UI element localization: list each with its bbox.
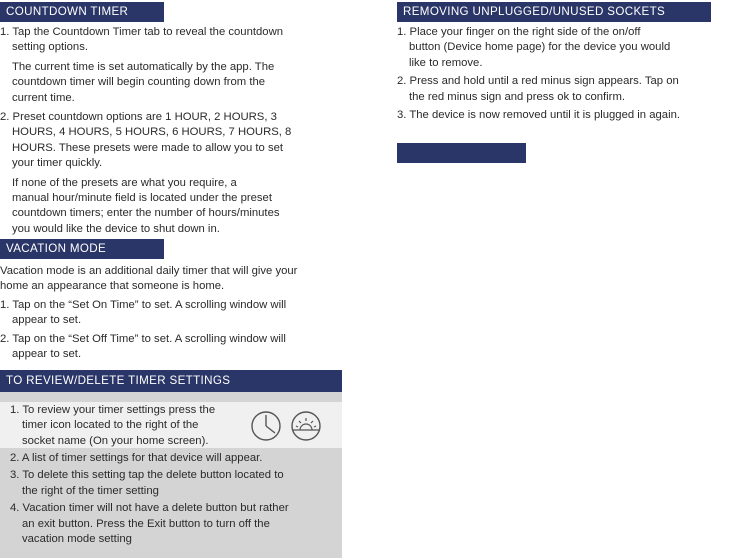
countdown-step-2-cont: your timer quickly. [12, 157, 103, 170]
vacation-mode-section [0, 264, 297, 362]
vacation-step-1: 1. Tap on the “Set On Time” to set. A scrolling window will [0, 298, 287, 311]
removing-step-1: 1. Place your finger on the right side of the on/off [397, 26, 641, 38]
vacation-intro-cont: home an appearance that someone is home. [0, 280, 225, 293]
countdown-note-1: The current time is set automatically by the app. The [12, 60, 275, 73]
countdown-note-2-cont: you would like the device to shut down in. [12, 222, 220, 235]
review-step-1 [10, 403, 215, 449]
countdown-step-2: 2. Preset countdown options are 1 HOUR, 2 HOURS, 3 [0, 111, 277, 124]
review-step-1-cont: timer icon located to the right of the [22, 419, 199, 432]
review-step-2: 2. A list of timer settings for that device will appear. [10, 452, 263, 464]
removing-step-3: 3. The device is now removed until it is plugged in again. [397, 109, 681, 122]
vacation-step-2: 2. Tap on the “Set Off Time” to set. A scrolling window will [0, 332, 286, 345]
review-step-1-text: 1. To review your timer settings press the [10, 404, 216, 416]
countdown-note-2-cont: countdown timers; enter the number of hours/minutes [12, 207, 280, 220]
countdown-note-2: If none of the presets are what you require, a [12, 176, 237, 189]
blank-heading-bar [397, 143, 526, 163]
clock-icon [250, 410, 282, 442]
review-steps-list [10, 451, 289, 547]
countdown-step-2-cont: HOURS. These presets were made to allow you to set [12, 141, 284, 154]
countdown-step-2-cont: HOURS, 4 HOURS, 5 HOURS, 6 HOURS, 7 HOURS, 8 [12, 126, 292, 139]
review-step-3: 3. To delete this setting tap the delete button located to [10, 469, 284, 482]
removing-step-2: 2. Press and hold until a red minus sign appears. Tap on [397, 75, 679, 88]
countdown-note-1-cont: countdown timer will begin counting down from the [12, 76, 266, 89]
review-step-1-cont: socket name (On your home screen). [22, 434, 209, 447]
removing-step-1-cont: like to remove. [409, 56, 483, 69]
vacation-step-2-cont: appear to set. [12, 348, 82, 361]
countdown-note-2-cont: manual hour/minute field is located under the preset [12, 192, 272, 205]
countdown-note-1-cont: current time. [12, 91, 75, 104]
countdown-step-1: 1. Tap the Countdown Timer tab to reveal the countdown [0, 26, 284, 38]
countdown-timer-section [0, 25, 291, 237]
review-step-3-cont: the right of the timer setting [22, 484, 159, 497]
review-step-4-cont: vacation mode setting [22, 533, 132, 546]
review-step-4: 4. Vacation timer will not have a delete button but rather [10, 502, 289, 515]
vacation-intro: Vacation mode is an additional daily timer that will give your [0, 265, 298, 277]
review-delete-heading: TO REVIEW/DELETE TIMER SETTINGS [0, 370, 342, 392]
review-step-4-cont: an exit button. Press the Exit button to turn off the [22, 517, 270, 530]
removing-step-1-cont: button (Device home page) for the device you would [409, 41, 671, 54]
removing-step-2-cont: the red minus sign and press ok to confirm. [409, 90, 625, 103]
countdown-timer-heading: COUNTDOWN TIMER [0, 2, 164, 22]
vacation-step-1-cont: appear to set. [12, 314, 82, 327]
removing-sockets-heading: REMOVING UNPLUGGED/UNUSED SOCKETS [397, 2, 711, 22]
sunrise-icon [290, 410, 322, 442]
countdown-step-1-cont: setting options. [12, 41, 88, 54]
vacation-mode-heading: VACATION MODE [0, 239, 164, 259]
removing-sockets-section [397, 25, 680, 123]
